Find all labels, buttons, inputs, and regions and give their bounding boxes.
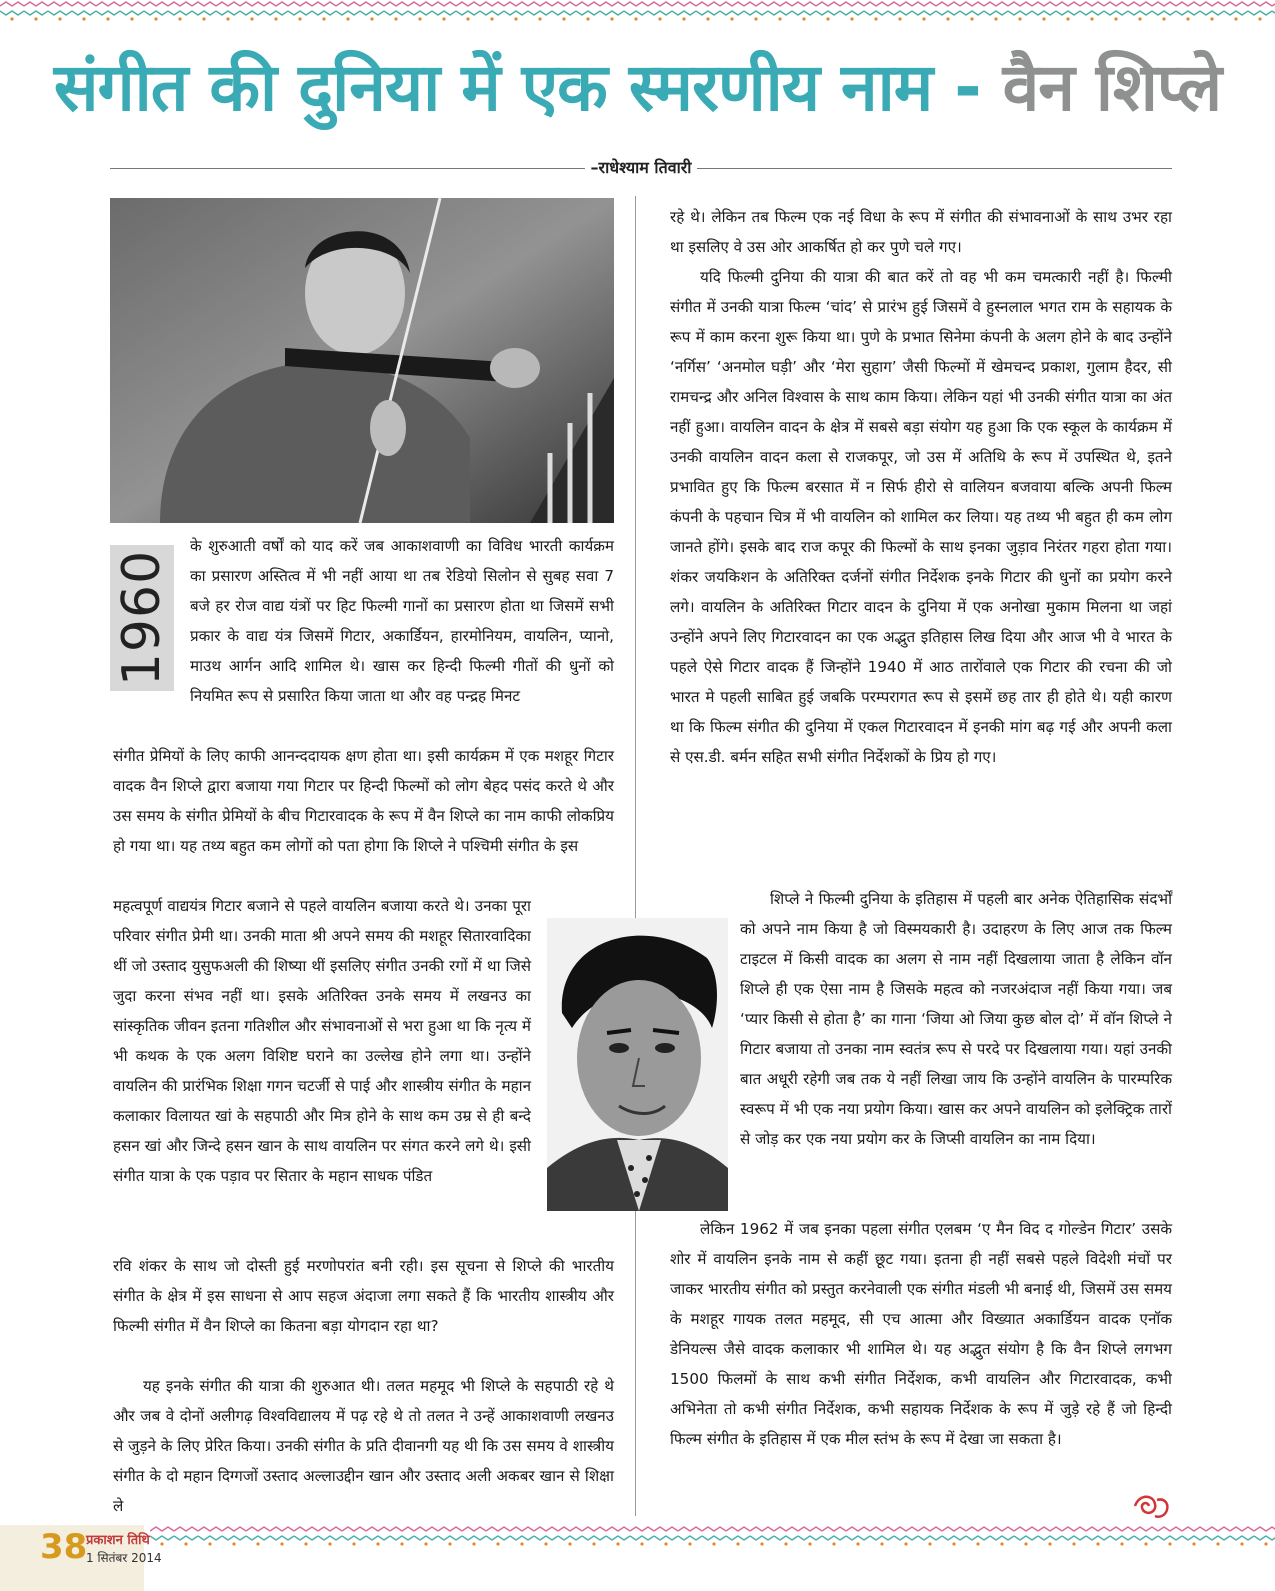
article-title xyxy=(0,49,1275,126)
article-title-name: वैन शिप्ले xyxy=(1002,49,1222,126)
year-text: 1960 xyxy=(112,549,172,687)
right-paragraph-4: लेकिन 1962 में जब इनका पहला संगीत एलबम ‘ए मैन विद द गोल्डेन गिटार’ उसके शोर में वायलिन इनके नाम से कहीं छूट गया। इतना ही नहीं सबसे पहले विदेशी मंचों पर जाकर भारतीय संगीत को प्रस्तुत करनेवाली एक संगीत मंडली भी बनाई थी, जिसमें उस समय के मशहूर गायक तलत महमूद, सी एच आत्मा और विख्यात अकार्डियन वादक एनॉक डेनियल्स जैसे वादक कलाकार भी शामिल थे। यह अद्भुत संयोग है कि वैन शिप्ले लगभग 1500 फिलमों के साथ कभी संगीत निर्देशक, कभी वायलिन और गिटारवादक, कभी अभिनेता तो कभी संगीत निर्देशक, कभी सहायक निर्देशक के रूप में जुड़े रहे हैं जो हिन्दी फिल्म संगीत के इतिहास में एक मील स्तंभ के रूप में देखा जा सकता है। xyxy=(670,1220,1172,1448)
right-paragraph-2: यदि फिल्मी दुनिया की यात्रा की बात करें तो वह भी कम चमत्कारी नहीं है। फिल्मी संगीत में उनकी यात्रा फिल्म ‘चांद’ से प्रारंभ हुई जिसमें वे हुस्नलाल भगत राम के सहायक के रूप में काम करना शुरू किया था। पुणे के प्रभात सिनेमा कंपनी के अलग होने के बाद उन्होंने ‘नर्गिस’ ‘अनमोल घड़ी’ और ‘मेरा सुहाग’ जैसी फिल्मों में खेमचन्द प्रकाश, गुलाम हैदर, सी रामचन्द्र और अनिल विश्वास के साथ काम किया। लेकिन यहां भी उनकी संगीत यात्रा का अंत नहीं हुआ। वायलिन वादन के क्षेत्र में सबसे बड़ा संयोग यह हुआ कि एक स्कूल के कार्यक्रम में उनकी वायलिन वादन कला से राजकपूर, जो उस में अतिथि के रूप में उपस्थित थे, इतने प्रभावित हुए कि फिल्म बरसात में न सिर्फ हीरो से वालियन बजवाया बल्कि अपनी फिल्म कंपनी के पहचान चित्र में भी वायलिन को शामिल कर लिया। यह तथ्य भी बहुत ही कम लोग जानते होंगे। इसके बाद राज कपूर की फिल्मों के साथ इनका जुड़ाव निरंतर गहरा होता गया। शंकर जयकिशन के अतिरिक्त दर्जनों संगीत निर्देशक इनके गिटार की धुनों का प्रयोग करने लगे। वायलिन के अतिरिक्त गिटार वादन के दुनिया में एक अनोखा मुकाम मिलना था जहां उन्होंने अपने लिए गिटारवादन का एक अद्भुत इतिहास लिख दिया और आज भी वे भारत के पहले ऐसे गिटार वादक हैं जिन्होंने 1940 में आठ तारोंवाले एक गिटार की रचना की जो भारत मे पहली साबित हुई जबकि परम्परागत रूप से इसमें छह तार ही होते थे। यही कारण था कि फिल्म संगीत की दुनिया में एकल गिटारवादन में इनकी मांग बढ़ गई और अपनी कला से एस.डी. बर्मन सहित सभी संगीत निर्देशकों के प्रिय हो गए। xyxy=(670,268,1172,766)
right-paragraph-3: शिप्ले ने फिल्मी दुनिया के इतिहास में पहली बार अनेक ऐतिहासिक संदर्भों को अपने नाम किया है जो विस्मयकारी है। उदाहरण के लिए आज तक फिल्म टाइटल में किसी वादक का अलग से नाम नहीं दिखलाया जाता है लेकिन वॉन शिप्ले ही एक ऐसा नाम है जिसके महत्व को नजरअंदाज नहीं किया गया। जब ‘प्यार किसी से होता है’ का गाना ‘जिया ओ जिया कुछ बोल दो’ में वॉन शिप्ले ने गिटार बजाया तो उनका नाम स्वतंत्र रूप से परदे पर दिखलाया गया। यहां उनकी बात अधूरी रहेगी जब तक ये नहीं लिखा जाय कि उन्होंने वायलिन के पारम्परिक स्वरूप में भी एक नया प्रयोग किया। खास कर अपने वायलिन को इलेक्ट्रिक तारों से जोड़ कर एक नया प्रयोग कर के जिप्सी वायलिन का नाम दिया। xyxy=(740,890,1172,1148)
decorative-bottom-border xyxy=(150,1525,1275,1547)
photo-violinist xyxy=(110,198,614,523)
left-paragraph-4: यह इनके संगीत की यात्रा की शुरुआत थी। तलत महमूद भी शिप्ले के सहपाठी रहे थे और जब वे दोनों अलीगढ़ विश्वविद्यालय में पढ़ रहे थे तो तलत ने उन्हें आकाशवाणी लखनउ से जुड़ने के लिए प्रेरित किया। उनकी संगीत के प्रति दीवानगी यह थी कि उस समय वे शास्त्रीय संगीत के दो महान दिग्गजों उस्ताद अल्लाउद्दीन खान और उस्ताद अली अकबर खान से शिक्षा ले xyxy=(113,1377,614,1515)
page-number: 38 xyxy=(40,1527,88,1567)
article-end-ornament-icon xyxy=(1131,1492,1171,1522)
article-title-main: संगीत की दुनिया में एक स्मरणीय नाम - xyxy=(53,49,1003,126)
left-paragraph-3: रवि शंकर के साथ जो दोस्ती हुई मरणोपरांत बनी रही। इस सूचना से शिप्ले की भारतीय संगीत के क्षेत्र में इस साधना से आप सहज अंदाजा लगा सकते हैं कि भारतीय शास्त्रीय और फिल्मी संगीत में वैन शिप्ले का कितना बड़ा योगदान रहा था? xyxy=(113,1257,614,1335)
byline-row xyxy=(110,156,1172,180)
right-paragraph-1: रहे थे। लेकिन तब फिल्म एक नई विधा के रूप में संगीत की संभावनाओं के साथ उभर रहा था इसलिए वे उस ओर आकर्षित हो कर पुणे चले गए। xyxy=(670,208,1172,256)
photo-portrait xyxy=(547,918,728,1211)
column-divider xyxy=(635,196,636,1516)
year-label xyxy=(110,545,174,691)
left-paragraph-2: महत्वपूर्ण वाद्ययंत्र गिटार बजाने से पहले वायलिन बजाया करते थे। उनका पूरा परिवार संगीत प्रेमी था। उनकी माता श्री अपने समय की मशहूर सितारवादिका थीं जो उस्ताद युसुफअली की शिष्या थीं इसलिए संगीत उनकी रगों में था जिसे जुदा करना संभव नहीं था। इसके अतिरिक्त उनके समय में लखनउ का सांस्कृतिक जीवन इतना गतिशील और संभावनाओं से भरा हुआ था कि नृत्य में भी कथक के एक अलग विशिष्ट घराने का उल्लेख होने लगा था। उन्होंने वायलिन की प्रारंभिक शिक्षा गगन चटर्जी से पाई और शास्त्रीय संगीत के महान कलाकार विलायत खां के सहपाठी और मित्र होने के साथ कम उम्र से ही बन्दे हसन खां और जिन्दे हसन खान के साथ वायलिन पर संगत करने लगे थे। इसी संगीत यात्रा के एक पड़ाव पर सितार के महान साधक पंडित xyxy=(113,897,531,1185)
publication-label: प्रकाशन तिथि xyxy=(86,1533,150,1548)
decorative-top-border xyxy=(0,0,1275,22)
author-name: –राधेश्याम तिवारी xyxy=(585,158,698,177)
intro-paragraph: के शुरुआती वर्षों को याद करें जब आकाशवाणी का विविध भारती कार्यक्रम का प्रसारण अस्तित्व में भी नहीं आया था तब रेडियो सिलोन से सुबह सवा 7 बजे हर रोज वाद्य यंत्रों पर हिट फिल्मी गानों का प्रसारण होता था जिसमें सभी प्रकार के वाद्य यंत्र जिसमें गिटार, अकार्डियन, हारमोनियम, वायलिन, प्यानो, माउथ आर्गन आदि शामिल थे। खास कर हिन्दी फिल्मी गीतों की धुनों को नियमित रूप से प्रसारित किया जाता था और वह पन्द्रह मिनट xyxy=(190,537,614,705)
publication-date: 1 सितंबर 2014 xyxy=(86,1551,162,1565)
byline xyxy=(110,156,1172,178)
left-paragraph-1: संगीत प्रेमियों के लिए काफी आनन्ददायक क्षण होता था। इसी कार्यक्रम में एक मशहूर गिटार वादक वैन शिप्ले द्वारा बजाया गया गिटार पर हिन्दी फिल्मों को लोग बेहद पसंद करते थे और उस समय के संगीत प्रेमियों के बीच गिटारवादक के रूप में वैन शिप्ले का नाम काफी लोकप्रिय हो गया था। यह तथ्य बहुत कम लोगों को पता होगा कि शिप्ले ने पश्चिमी संगीत के इस xyxy=(113,747,614,855)
